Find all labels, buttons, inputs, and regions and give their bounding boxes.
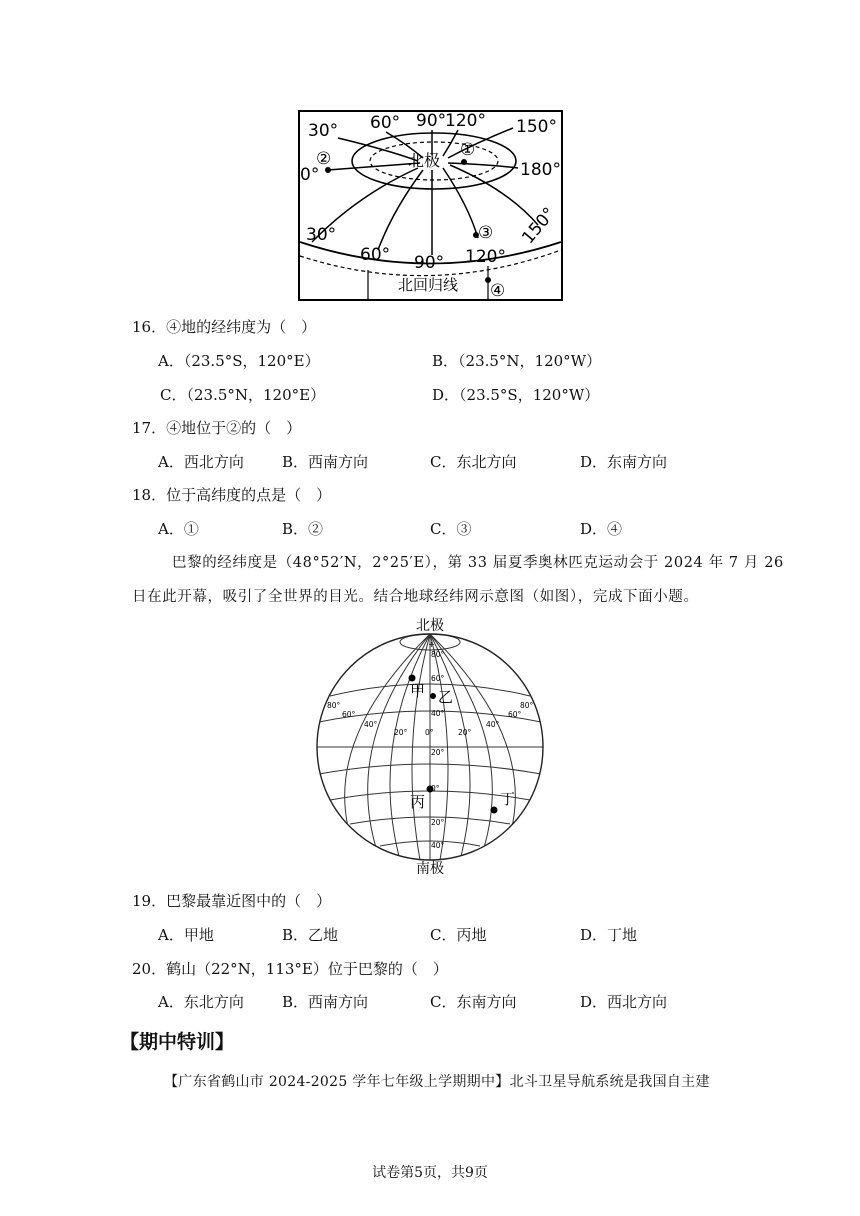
point-1-label: ①: [460, 140, 476, 160]
q19-stem: 19．巴黎最靠近图中的（ ）: [132, 892, 332, 910]
lon-80w-label: 80°: [327, 701, 341, 710]
point-4-label: ④: [490, 281, 506, 301]
q18-option-a: A．①: [158, 520, 199, 538]
lon-40e-label: 40°: [486, 720, 500, 729]
point-yi-label: 乙: [438, 688, 454, 706]
lon-label-30w: 30°: [308, 121, 339, 141]
lon-0-label: 0°: [425, 728, 434, 737]
q20-option-b: B．西南方向: [282, 993, 369, 1011]
globe-north-label: 北极: [416, 618, 444, 634]
tropic-label: 北回归线: [398, 276, 459, 294]
q16-stem: 16．④地的经纬度为（ ）: [132, 318, 317, 336]
q19-option-c: C．丙地: [430, 926, 487, 944]
lat-20-label: 20°: [431, 748, 445, 757]
q20-option-a: A．东北方向: [158, 993, 244, 1011]
lon-label-120-bottom: 120°: [465, 247, 506, 267]
q20-option-d: D．西北方向: [580, 993, 668, 1011]
lat-80-label: 80°: [431, 650, 445, 659]
lat-0-label: 0°: [431, 784, 440, 793]
q20-option-c: C．东南方向: [430, 993, 517, 1011]
globe-graticule-figure: [310, 614, 550, 878]
page-footer: 试卷第5页，共9页: [372, 1165, 488, 1181]
lon-label-150-bottom: 150°: [518, 203, 560, 249]
globe-south-label: 南极: [416, 861, 444, 877]
lon-label-120: 120°: [445, 111, 486, 131]
lon-80e-label: 80°: [520, 701, 534, 710]
lon-label-60: 60°: [370, 113, 401, 133]
point-ding-label: 丁: [500, 790, 516, 808]
lon-label-180: 180°: [520, 160, 561, 180]
passage-line-2: 日在此开幕，吸引了全世界的目光。结合地球经纬网示意图（如图），完成下面小题。: [132, 589, 699, 605]
lon-40w-label: 40°: [364, 720, 378, 729]
lon-60w-label: 60°: [342, 710, 356, 719]
lon-60e-label: 60°: [508, 710, 522, 719]
lon-label-90-bottom: 90°: [414, 253, 445, 273]
passage-line-1: 巴黎的经纬度是（48°52′N，2°25′E），第 33 届夏季奥林匹克运动会于 2024 年 7 月 26: [172, 555, 784, 571]
q16-option-c: C．（23.5°N，120°E）: [160, 386, 326, 404]
lon-label-30-bottom: 30°: [306, 225, 337, 245]
q18-stem: 18．位于高纬度的点是（ ）: [132, 486, 332, 504]
section-title: 【期中特训】: [120, 1031, 235, 1053]
q17-stem: 17．④地位于②的（ ）: [132, 419, 302, 437]
polar-longitude-figure: [298, 110, 563, 302]
lat-60-label: 60°: [431, 674, 445, 683]
point-3-label: ③: [478, 223, 494, 243]
point-jia-label: 甲: [410, 682, 426, 700]
q19-option-a: A．甲地: [158, 926, 214, 944]
lon-20w-label: 20°: [394, 728, 408, 737]
lat-20s-label: 20°: [431, 818, 445, 827]
q18-option-d: D．④: [580, 520, 623, 538]
q18-option-b: B．②: [282, 520, 324, 538]
lon-label-0: 0°: [300, 165, 320, 185]
q17-option-d: D．东南方向: [580, 453, 668, 471]
q19-option-d: D．丁地: [580, 926, 638, 944]
q17-option-b: B．西南方向: [282, 453, 369, 471]
q16-option-b: B．（23.5°N，120°W）: [432, 352, 602, 370]
q19-option-b: B．乙地: [282, 926, 339, 944]
lon-label-60-bottom: 60°: [360, 245, 391, 265]
q20-stem: 20．鹤山（22°N，113°E）位于巴黎的（ ）: [132, 960, 448, 978]
lat-40-label: 40°: [431, 709, 445, 718]
q16-option-d: D．（23.5°S，120°W）: [432, 386, 600, 404]
north-pole-label: 北极: [408, 151, 441, 170]
lon-label-150: 150°: [516, 117, 557, 137]
next-passage-line: 【广东省鹤山市 2024-2025 学年七年级上学期期中】北斗卫星导航系统是我国自主建: [164, 1074, 710, 1090]
point-bing-label: 丙: [410, 793, 426, 811]
pole-plus: +: [428, 640, 435, 649]
q17-option-c: C．东北方向: [430, 453, 517, 471]
point-2-label: ②: [316, 149, 332, 169]
lon-label-90: 90°: [416, 111, 447, 131]
lon-20e-label: 20°: [458, 728, 472, 737]
q16-option-a: A．（23.5°S，120°E）: [158, 352, 320, 370]
lat-40s-label: 40°: [431, 841, 445, 850]
q18-option-c: C．③: [430, 520, 472, 538]
q17-option-a: A．西北方向: [158, 453, 244, 471]
